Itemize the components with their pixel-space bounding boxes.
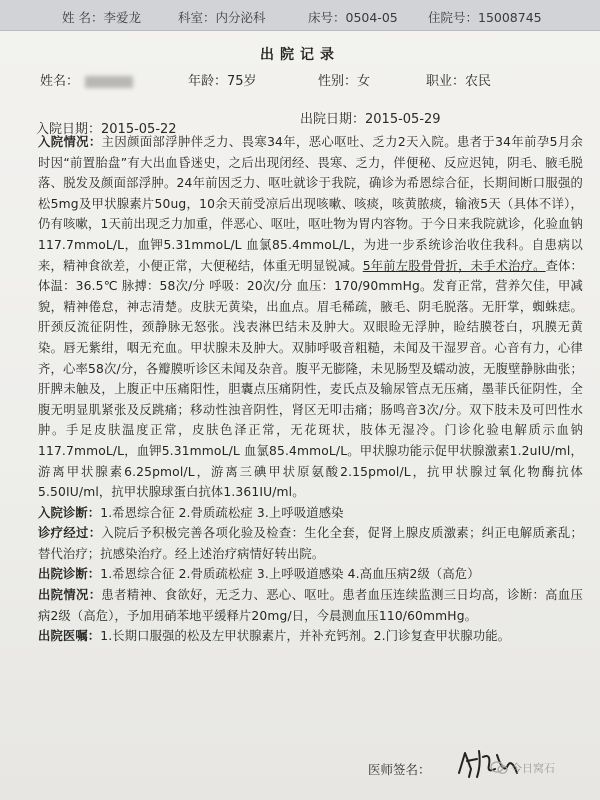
patient-occupation: 职业：农民 (426, 74, 492, 89)
patient-name-label: 姓名： (40, 74, 80, 89)
header-inpatient-number: 住院号：15008745 (428, 10, 542, 25)
header-name: 姓 名：李爱龙 (62, 10, 141, 25)
discharge-status-label: 出院情况： (38, 588, 102, 603)
admission-diagnosis-section (38, 503, 583, 524)
header-department: 科室：内分泌科 (178, 10, 266, 25)
header-bar (0, 0, 600, 31)
admission-text: 主因颜面部浮肿伴乏力、畏寒34年，恶心呕吐、乏力2天入院。患者于34年前孕5月余时因“前置胎盘”有大出血昏迷史，之后出现闭经、畏寒、乏力，伴便秘、反应迟钝，阴毛、腋毛脱落、脱发及颜面部浮肿。24年前因乏力、呕吐就诊于我院，确诊为希恩综合征，长期间断口服强的松5mg及甲状腺素片50ug，10余天前受凉后出现咳嗽、咳痰，咳黄脓痰，输液5天（具体不详），仍有咳嗽，1天前出现乏力加重，伴恶心、呕吐，呕吐物为胃内容物。于今日来我院就诊，化验血钠117.7mmoL/L，血钾5.31mmoL/L 血氯85.4mmoL/L，为进一步系统诊治收住我科。自患病以来，精神食欲差，小便正常，大便秘结，体重无明显锐减。 (38, 135, 583, 273)
admission-section (38, 132, 583, 503)
treatment-course-section (38, 523, 583, 564)
treatment-course-text: 入院后予积极完善各项化验及检查：生化全套，促肾上腺皮质激素；纠正电解质紊乱；替代治疗；抗感染治疗。经上述治疗病情好转出院。 (38, 526, 583, 561)
patient-name-field (40, 70, 133, 89)
discharge-date: 出院日期：2015-05-29 (300, 112, 441, 127)
discharge-diagnosis-label: 出院诊断： (38, 567, 101, 582)
record-body (38, 132, 583, 647)
exam-text: 查体：体温：36.5℃ 脉搏：58次/分 呼吸：20次/分 血压：170/90mmHg。发育正常，营养欠佳，甲减貌，精神倦怠，神志清楚。皮肤无黄染，出血点。眉毛稀疏，腋毛、阴毛脱落。无肝掌，蜘蛛痣。肝颈反流征阴性，颈静脉无怒张。浅表淋巴结未及肿大。双眼睑无浮肿，睑结膜苍白，巩膜无黄染。唇无紫绀，咽无充血。甲状腺未及肿大。双肺呼吸音粗糙，未闻及干湿罗音。心音有力，心律齐，心率58次/分，各瓣膜听诊区未闻及杂音。腹平无膨隆，未见肠型及蠕动波，无腹壁静脉曲张；肝脾未触及，上腹正中压痛阳性，胆囊点压痛阴性，麦氏点及输尿管点无压痛，墨菲氏征阴性，全腹无明显肌紧张及反跳痛；移动性浊音阴性，肾区无叩击痛；肠鸣音3次/分。双下肢未及可凹性水肿。手足皮肤温度正常，皮肤色泽正常，无花斑状，肢体无湿冷。门诊化验电解质示血钠117.7mmoL/L，血钾5.31mmoL/L 血氯85.4mmoL/L。甲状腺功能示促甲状腺激素1.2uIU/ml，游离甲状腺素6.25pmol/L，游离三碘甲状原氨酸2.15pmol/L，抗甲状腺过氧化物酶抗体5.50IU/ml，抗甲状腺球蛋白抗体1.361IU/ml。 (38, 258, 584, 500)
underlined-history: 5年前左股骨骨折，未手术治疗。 (362, 258, 546, 273)
admission-diagnosis-label: 入院诊断： (38, 505, 101, 520)
watermark-text: 今日窝石 (511, 762, 555, 775)
patient-age: 年龄：75岁 (188, 74, 257, 89)
discharge-status-section (38, 585, 583, 626)
treatment-course-label: 诊疗经过： (38, 526, 102, 541)
document-title: 出院记录 (260, 47, 340, 63)
discharge-advice-label: 出院医嘱： (38, 629, 101, 644)
patient-gender: 性别：女 (318, 74, 371, 89)
watermark (490, 760, 555, 776)
physician-signature-label: 医师签名： (368, 762, 431, 777)
header-bed-number: 床号：0504-05 (308, 10, 398, 25)
redacted-name (85, 76, 133, 88)
discharge-status-text: 患者精神、食欲好，无乏力、恶心、呕吐。患者血压连续监测三日均高，诊断：高血压病2级（高危），予加用硝苯地平缓释片20mg/日，今晨测血压110/60mmHg。 (38, 588, 583, 623)
chat-bubble-icon (490, 761, 508, 775)
discharge-advice-text: 1.长期口服强的松及左甲状腺素片，并补充钙剂。2.门诊复查甲状腺功能。 (100, 629, 511, 644)
discharge-diagnosis-text: 1.希恩综合征 2.骨质疏松症 3.上呼吸道感染 4.高血压病2级（高危） (100, 567, 480, 582)
admission-date: 入院日期：2015-05-22 (36, 122, 177, 137)
discharge-diagnosis-section (38, 564, 583, 585)
admission-label: 入院情况： (38, 135, 102, 149)
admission-diagnosis-text: 1.希恩综合征 2.骨质疏松症 3.上呼吸道感染 (100, 505, 344, 520)
discharge-advice-section (38, 626, 583, 647)
